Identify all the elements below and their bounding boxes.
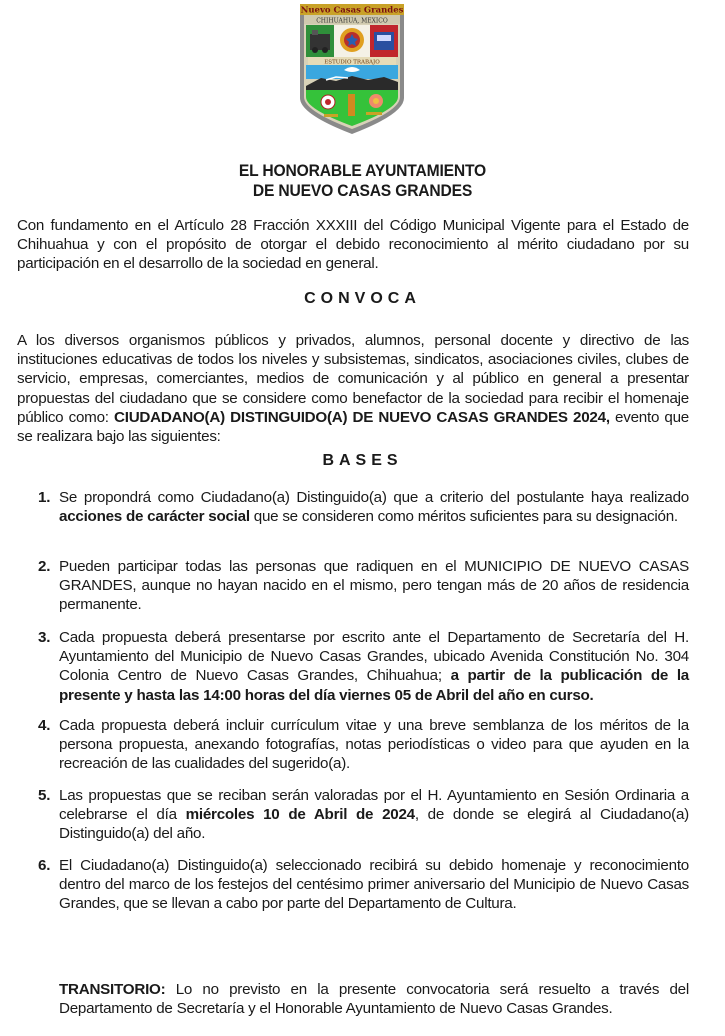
transitorio-label: TRANSITORIO:	[59, 981, 166, 998]
base-item-text-before: Las propuestas que se reciban serán valoradas por el H. Ayuntamiento en Sesión Ordinaria a celebrarse el día	[59, 787, 689, 824]
base-item-4	[38, 716, 689, 774]
crest-subtitle-text: CHIHUAHUA, MEXICO	[316, 17, 388, 25]
convoca-heading: CONVOCA	[304, 290, 421, 307]
convoca-text-before: A los diversos organismos públicos y privados, alumnos, personal docente y directivo de las instituciones educativas de todos los niveles y subsistemas, sindicatos, asociaciones civiles, clubes de servicio, empresas, comerciantes, medios de comunicación y al público en general a presentar propuestas del ciudadano que se considere como benefactor de la sociedad para recibir el homenaje público como:	[17, 332, 689, 426]
base-item-2	[38, 557, 689, 615]
base-item-number: 1.	[38, 489, 51, 506]
municipal-coat-of-arms	[296, 2, 408, 136]
base-item-text	[59, 557, 689, 615]
base-item-text	[59, 716, 689, 774]
base-item-number: 2.	[38, 558, 51, 575]
transitorio-paragraph	[59, 980, 689, 1018]
transitorio-text: Lo no previsto en la presente convocatoria será resuelto a través del Departamento de Secretaría y el Honorable Ayuntamiento de Nuevo Casas Grandes.	[59, 981, 689, 1018]
base-item-text-bold: acciones de carácter social	[59, 508, 250, 526]
convoca-text-after: evento que se realizara bajo las siguientes:	[17, 408, 689, 446]
base-item-number: 6.	[38, 857, 51, 874]
base-item-text	[59, 488, 689, 526]
base-item-text-bold: miércoles 10 de Abril de 2024	[185, 806, 415, 824]
base-item-text-after: que se consideren como méritos suficientes para su designación.	[249, 508, 678, 526]
crest-ribbon-text: ESTUDIO TRABAJO	[324, 59, 380, 66]
base-item-number: 5.	[38, 787, 51, 804]
base-item-text-before: El Ciudadano(a) Distinguido(a) seleccionado recibirá su debido homenaje y reconocimiento dentro del marco de los festejos del centésimo primer aniversario del Municipio de Nuevo Casas Grandes, que se llevan a cabo por parte del Departamento de Cultura.	[59, 857, 689, 913]
convoca-award-title: CIUDADANO(A) DISTINGUIDO(A) DE NUEVO CASAS GRANDES 2024,	[114, 408, 610, 426]
base-item-text-before: Cada propuesta deberá incluir currículum vitae y una breve semblanza de los méritos de la persona propuesta, anexando fotografías, notas periodísticas o video para que ayuden en la recreación de las cualidades del sugerido(a).	[59, 717, 689, 773]
base-item-number: 3.	[38, 629, 51, 646]
base-item-5	[38, 786, 689, 844]
convoca-paragraph	[17, 331, 689, 446]
base-item-text-before: Pueden participar todas las personas que radiquen en el MUNICIPIO DE NUEVO CASAS GRANDES, aunque no hayan nacido en el mismo, pero tengan más de 20 años de residencia permanente.	[59, 558, 689, 614]
base-item-text-bold: a partir de la publicación de la presente y hasta las 14:00 horas del día viernes 05 de Abril del año en curso.	[59, 667, 689, 704]
base-item-text-after: , de donde se elegirá al Ciudadano(a) Distinguido(a) del año.	[59, 806, 689, 843]
base-item-text	[59, 856, 689, 914]
base-item-number: 4.	[38, 717, 51, 734]
document-title-line-2: DE NUEVO CASAS GRANDES	[252, 181, 473, 200]
coat-of-arms-icon	[296, 2, 408, 136]
bases-heading: BASES	[322, 452, 403, 469]
base-item-text	[59, 628, 689, 705]
base-item-text-before: Cada propuesta deberá presentarse por escrito ante el Departamento de Secretaría del H. Ayuntamiento del Municipio de Nuevo Casas Grandes, ubicado Avenida Constitución No. 304 Colonia Centro de Nuevo Casas Grandes, Chihuahua;	[59, 629, 689, 685]
base-item-1	[38, 488, 689, 526]
document-title-line-1: EL HONORABLE AYUNTAMIENTO	[238, 161, 487, 180]
crest-banner-text: Nuevo Casas Grandes	[300, 5, 404, 16]
base-item-text	[59, 786, 689, 844]
base-item-3	[38, 628, 689, 705]
base-item-text-before: Se propondrá como Ciudadano(a) Distinguido(a) que a criterio del postulante haya realizado	[59, 489, 689, 506]
base-item-6	[38, 856, 689, 914]
intro-paragraph: Con fundamento en el Artículo 28 Fracción XXXIII del Código Municipal Vigente para el Estado de Chihuahua y con el propósito de otorgar el debido reconocimiento al mérito ciudadano por su participación en el desarrollo de la sociedad en general.	[17, 217, 689, 273]
